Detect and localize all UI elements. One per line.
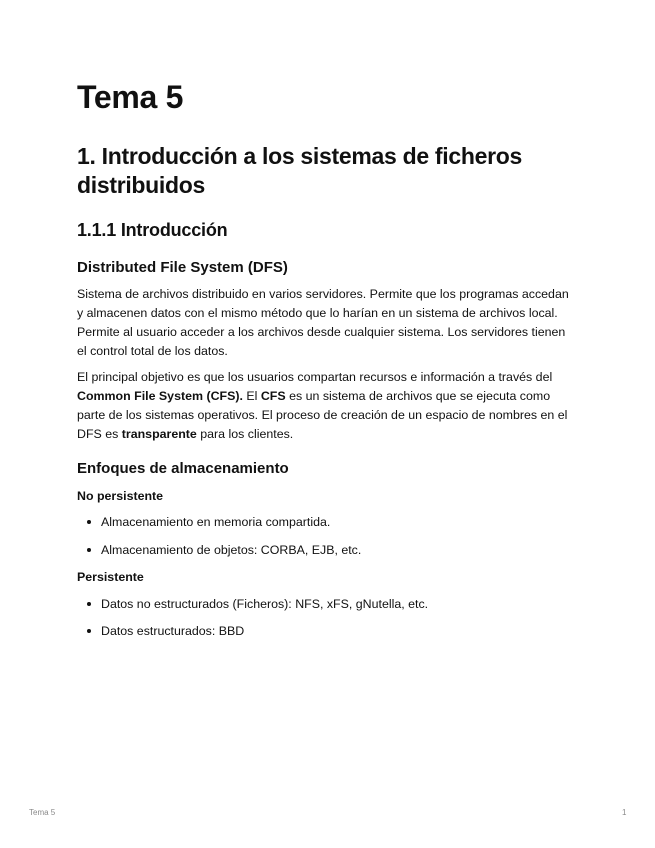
list-item-text: Datos no estructurados (Ficheros): NFS, xFS, gNutella, etc.: [101, 597, 429, 611]
storage-heading: Enfoques de almacenamiento: [77, 460, 289, 477]
list-item-text: Almacenamiento en memoria compartida.: [101, 515, 331, 529]
transparent-term: transparente: [121, 427, 197, 441]
subsection-title: 1.1.1 Introducción: [77, 220, 228, 240]
list-item-text: Almacenamiento de objetos: CORBA, EJB, etc.: [101, 543, 362, 557]
bullet-icon: [87, 548, 91, 552]
page-title: Tema 5: [77, 79, 184, 115]
cfs-full-name: Common File System (CFS).: [77, 389, 243, 403]
dfs-paragraph-2-part3: es un sistema de archivos que se ejecuta como parte de los sistemas operativos. El proceso de creación de un espacio de nombres en el DFS es: [77, 389, 568, 441]
dfs-paragraph-2-part4: para los clientes.: [196, 427, 294, 441]
persistent-label: Persistente: [77, 570, 144, 584]
dfs-paragraph-2: [77, 368, 577, 444]
page-number: 1: [622, 808, 627, 817]
dfs-heading: Distributed File System (DFS): [77, 259, 288, 276]
bullet-icon: [87, 629, 91, 633]
footer-title: Tema 5: [29, 808, 56, 817]
dfs-paragraph-2-part1: El principal objetivo es que los usuarios compartan recursos e información a través del: [77, 370, 553, 384]
bullet-icon: [87, 602, 91, 606]
bullet-icon: [87, 520, 91, 524]
dfs-paragraph-2-part2: El: [242, 389, 261, 403]
cfs-acronym: CFS: [260, 389, 286, 403]
non-persistent-label: No persistente: [77, 489, 164, 503]
dfs-paragraph-1: Sistema de archivos distribuido en varios servidores. Permite que los programas accedan y almacenen datos con el mismo método que lo harían en un sistema de archivos local. Permite al usuario acceder a los archivos desde cualquier sistema. Los servidores tienen el control total de los datos.: [77, 287, 569, 358]
section-title: 1. Introducción a los sistemas de ficheros distribuidos: [77, 143, 522, 198]
list-item-text: Datos estructurados: BBD: [101, 624, 245, 638]
